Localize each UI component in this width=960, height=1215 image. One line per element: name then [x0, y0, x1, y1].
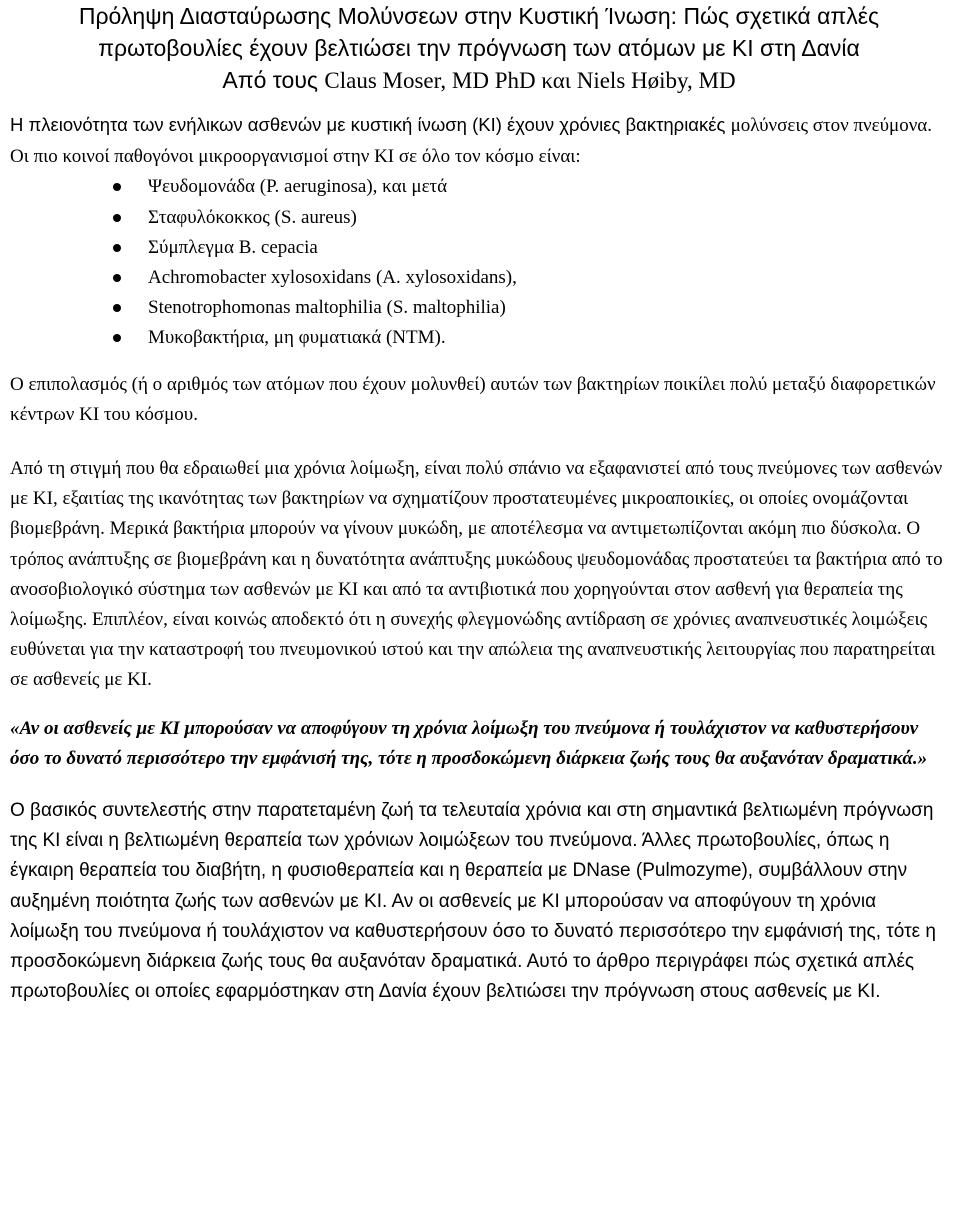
final-part-2: Άλλες πρωτοβουλίες, όπως η έγκαιρη θεραπεία του διαβήτη, η φυσιοθεραπεία και η θεραπεία με DNase (Pulmozyme), συμβάλλουν στην αυξημένη ποιότητα ζωής των ασθενών με ΚΙ.	[10, 830, 908, 912]
bullet-icon	[113, 334, 121, 342]
intro-paragraph	[10, 110, 948, 172]
list-item	[130, 233, 948, 263]
final-part-4: Αυτό το άρθρο περιγράφει πώς σχετικά απλές πρωτοβουλίες οι οποίες εφαρμόστηκαν στη Δανία έχουν βελτιώσει την πρόγνωση στους ασθενείς με ΚΙ.	[10, 951, 915, 1003]
authors-prefix: Από τους	[222, 67, 318, 93]
list-item-text: Σύμπλεγμα B. cepacia	[148, 236, 318, 258]
biofilm-part-2: Μερικά βακτήρια μπορούν να γίνουν μυκώδη, με αποτέλεσμα να αντιμετωπίζονται ακόμη πιο δύσκολα.	[109, 518, 902, 540]
document-title	[10, 0, 948, 97]
authors-line	[10, 64, 948, 97]
bullet-icon	[113, 214, 121, 222]
biofilm-paragraph	[10, 454, 948, 696]
bullet-icon	[113, 304, 121, 312]
list-item-text: Σταφυλόκοκκος (S. aureus)	[148, 206, 357, 228]
highlight-quote: «Αν οι ασθενείς με ΚΙ μπορούσαν να αποφύγουν τη χρόνια λοίμωξη του πνεύμονα ή τουλάχιστον να καθυστερήσουν όσο το δυνατό περισσότερο την εμφάνισή της, τότε η προσδοκώμενη διάρκεια ζωής τους θα αυξανόταν δραματικά.»	[10, 717, 928, 769]
list-item-text: Ψευδομονάδα (P. aeruginosa), και μετά	[148, 176, 448, 198]
list-item	[130, 203, 948, 233]
bullet-icon	[113, 183, 121, 191]
final-paragraph	[10, 796, 948, 1007]
list-item-text: Achromobacter xylosoxidans (A. xylosoxidans),	[148, 267, 517, 289]
list-item	[130, 172, 948, 202]
list-item	[130, 323, 948, 353]
list-item	[130, 293, 948, 323]
pathogen-list	[10, 172, 948, 353]
biofilm-part-4: Επιπλέον, είναι κοινώς αποδεκτό ότι η συνεχής φλεγμονώδης αντίδραση σε χρόνιες αναπνευστικές λοιμώξεις ευθύνεται για την καταστροφή του πνευμονικού ιστού και την απώλεια της αναπνευστικής λειτουργίας που παρατηρείται σε ασθενείς με ΚΙ.	[10, 609, 936, 691]
final-part-3: Αν οι ασθενείς με ΚΙ μπορούσαν να αποφύγουν τη χρόνια λοίμωξη του πνεύμονα ή τουλάχιστον να καθυστερήσουν όσο το δυνατό περισσότερο την εμφάνισή της, τότε η προσδοκώμενη διάρκεια ζωής τους θα αυξανόταν δραματικά.	[10, 890, 936, 973]
list-item-text: Μυκοβακτήρια, μη φυματιακά (NTM).	[148, 327, 446, 349]
authors-names: Claus Moser, MD PhD και Niels Høiby, MD	[324, 68, 736, 93]
title-text: Πρόληψη Διασταύρωσης Μολύνσεων στην Κυστική Ίνωση: Πώς σχετικά απλές πρωτοβουλίες έχουν βελτιώσει την πρόγνωση των ατόμων με ΚΙ στη Δανία	[78, 3, 880, 61]
list-item-text: Stenotrophomonas maltophilia (S. maltophilia)	[148, 297, 506, 319]
bullet-icon	[113, 244, 121, 252]
biofilm-part-1: Από τη στιγμή που θα εδραιωθεί μια χρόνια λοίμωξη, είναι πολύ σπάνιο να εξαφανιστεί από τους πνεύμονες των ασθενών με ΚΙ, εξαιτίας της ικανότητας των βακτηρίων να σχηματίζουν προστατευμένες μικροαποικίες, οι οποίες ονομάζονται βιομεβράνη.	[10, 458, 943, 540]
list-item	[130, 263, 948, 293]
final-part-1: Ο βασικός συντελεστής στην παρατεταμένη ζωή τα τελευταία χρόνια και στη σημαντικά βελτιωμένη πρόγνωση της ΚΙ είναι η βελτιωμένη θεραπεία των χρόνιων λοιμώξεων του πνεύμονα.	[10, 800, 934, 852]
intro-serif-part: μολύνσεις στον πνεύμονα. Οι πιο κοινοί παθογόνοι μικροοργανισμοί στην ΚΙ σε όλο τον κόσμο είναι:	[10, 115, 932, 168]
biofilm-part-3: Ο τρόπος ανάπτυξης σε βιομεβράνη και η δυνατότητα ανάπτυξης μυκώδους ψευδομονάδας προστατεύει τα βακτήρια από το ανοσοβιολογικό σύστημα των ασθενών με ΚΙ και από τα αντιβιοτικά που χορηγούνται στον ασθενή για θεραπεία της λοίμωξης.	[10, 518, 943, 631]
prevalence-paragraph: Ο επιπολασμός (ή ο αριθμός των ατόμων που έχουν μολυνθεί) αυτών των βακτηρίων ποικίλει πολύ μεταξύ διαφορετικών κέντρων ΚΙ του κόσμου.	[10, 373, 936, 425]
intro-sans-part: Η πλειονότητα των ενήλικων ασθενών με κυστική ίνωση (ΚΙ) έχουν χρόνιες βακτηριακές	[10, 114, 726, 135]
bullet-icon	[113, 274, 121, 282]
